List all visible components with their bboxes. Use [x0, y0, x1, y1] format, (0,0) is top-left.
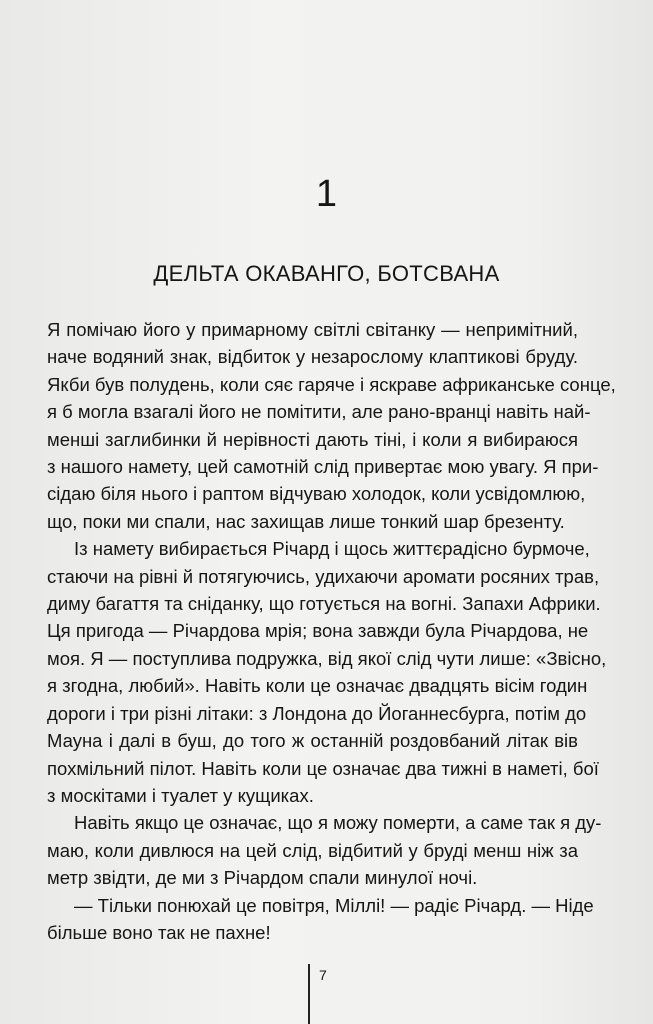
text-line: Із намету вибирається Річард і щось життєрадісно бурмоче,: [74, 538, 590, 560]
page-number: 7: [319, 967, 327, 983]
text-line: Я помічаю його у примарному світлі світанку — непримітний,: [47, 319, 578, 340]
chapter-number: 1: [315, 173, 338, 215]
text-line: — Тільки понюхай це повітря, Міллі! — радіє Річард. — Ніде: [74, 894, 594, 916]
text-line: метр звідти, де ми з Річардом спали минулої ночі.: [47, 867, 478, 889]
text-line: похмільний пілот. Навіть коли це означає два тижні в наметі, бої: [47, 757, 599, 779]
text-line: менші заглибинки й нерівності дають тіні, і коли я вибираюся: [47, 428, 578, 450]
text-line: я б могла взагалі його не помітити, але рано-вранці навіть най-: [47, 401, 591, 423]
chapter-title: ДЕЛЬТА ОКАВАНГО, БОТСВАНА: [153, 261, 500, 286]
text-line: стаючи на рівні й потягуючись, удихаючи аромати росяних трав,: [47, 565, 600, 587]
footer-rule: [308, 964, 310, 1024]
text-line: моя. Я — поступлива подружка, від якої слід чути лише: «Звісно,: [47, 647, 607, 669]
text-line: Ця пригода — Річардова мрія; вона завжди була Річардова, не: [47, 620, 589, 642]
body-text: [47, 316, 616, 946]
text-line: Мауна і далі в буш, до того ж останній роздовбаний літак вів: [47, 730, 578, 752]
text-line: я згодна, любий». Навіть коли це означає двадцять вісім годин: [47, 675, 588, 697]
text-line: Якби був полудень, коли сяє гаряче і яскраве африканське сонце,: [47, 373, 616, 395]
text-line: з нашого намету, цей самотній слід привертає мою увагу. Я при-: [47, 456, 599, 478]
text-line: наче водяний знак, відбиток у незарослому клаптикові бруду.: [47, 346, 578, 368]
text-line: Навіть якщо це означає, що я можу померти, а саме так я ду-: [74, 812, 602, 834]
text-line: дороги і три різні літаки: з Лондона до Йоганнесбурга, потім до: [47, 702, 587, 724]
text-line: з москітами і туалет у кущиках.: [47, 784, 314, 806]
text-line: що, поки ми спали, нас захищав лише тонкий шар брезенту.: [47, 510, 565, 532]
text-line: диму багаття та сніданку, що готується на вогні. Запахи Африки.: [47, 593, 601, 615]
text-line: маю, коли дивлюся на цей слід, відбитий у бруді менш ніж за: [47, 839, 578, 861]
text-line: більше воно так не пахне!: [47, 921, 271, 943]
text-line: сідаю біля нього і раптом відчуваю холодок, коли усвідомлюю,: [47, 483, 586, 505]
